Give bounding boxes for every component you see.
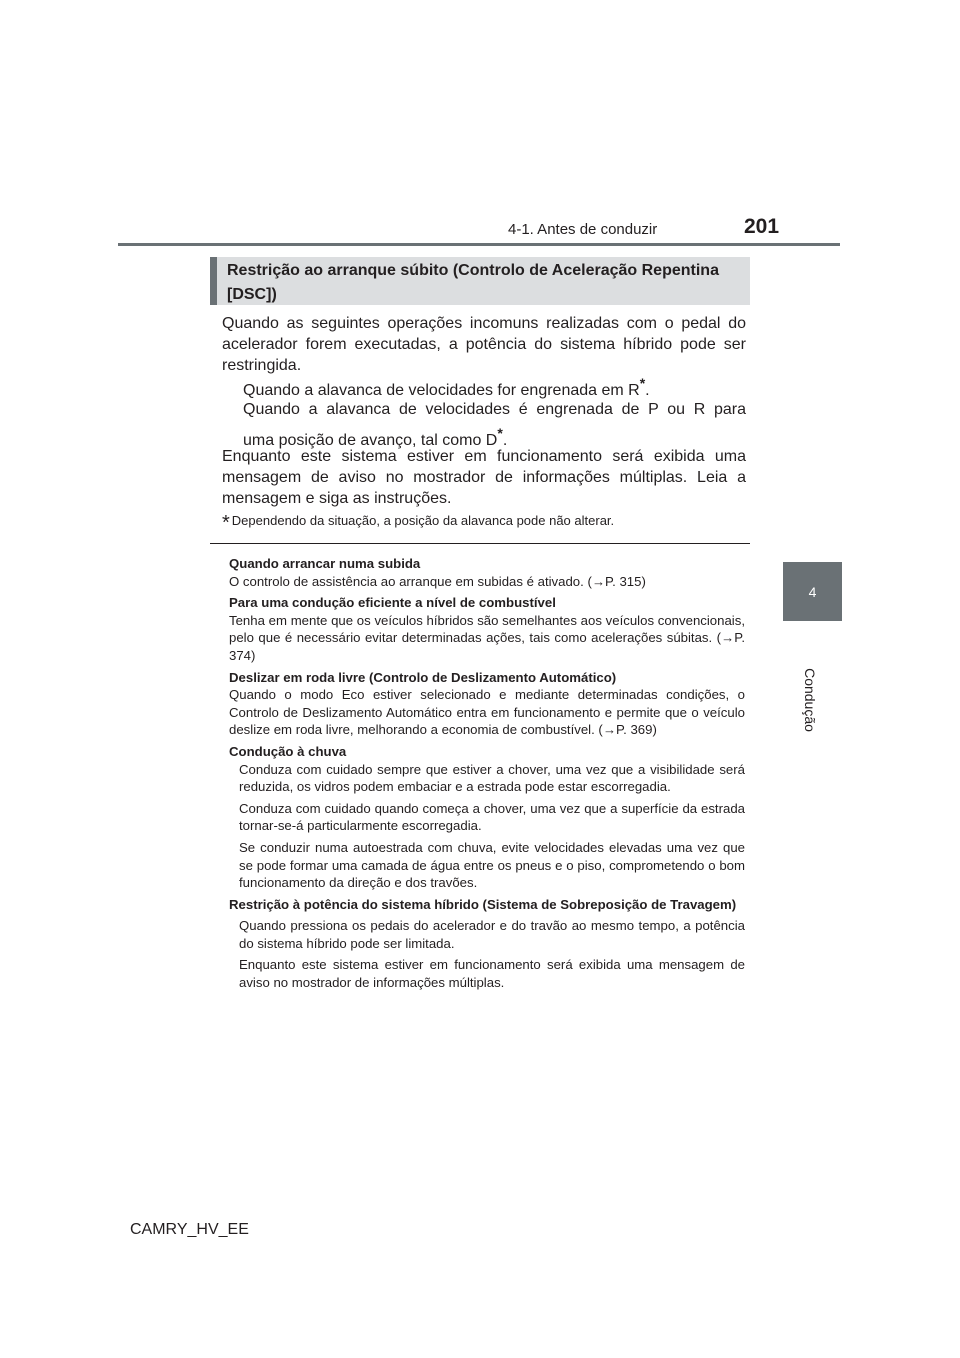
note-heading: Restrição à potência do sistema híbrido (Sistema de Sobreposição de Travagem) — [229, 896, 737, 912]
asterisk-mark: * — [497, 425, 503, 441]
note-heading: Quando arrancar numa subida — [229, 556, 421, 571]
chapter-label-text: Condução — [801, 668, 818, 732]
intro-line: acelerador forem executadas, a potência do sistema híbrido pode ser — [222, 336, 746, 353]
warning-line: mensagem e siga as instruções. — [222, 490, 452, 507]
note-item: Conduza com cuidado quando começa a chover, uma vez que a superfície da estrada tornar-se-á particularmente escorregadia. — [239, 800, 745, 834]
header-divider — [118, 243, 840, 246]
note-item: Enquanto este sistema estiver em funcionamento será exibida uma mensagem de aviso no mostrador de informações múltiplas. — [239, 957, 745, 991]
chapter-number: 4 — [808, 583, 817, 600]
model-code: CAMRY_HV_EE — [130, 1221, 249, 1238]
bullet-end: . — [502, 432, 508, 449]
intro-line: Quando as seguintes operações incomuns realizadas com o pedal do — [222, 315, 746, 332]
bullet-end: . — [645, 382, 650, 399]
heading-line-1: Restrição ao arranque súbito (Controlo de Aceleração Repentina — [227, 262, 719, 279]
note-heading: Condução à chuva — [229, 743, 347, 759]
intro-paragraph — [222, 313, 746, 376]
note-heading: Deslizar em roda livre (Controlo de Deslizamento Automático) — [229, 669, 617, 685]
section-title: 4-1. Antes de conduzir — [508, 221, 658, 238]
footnote — [222, 512, 746, 535]
note-item: Quando pressiona os pedais do acelerador e do travão ao mesmo tempo, a potência do sistema híbrido pode ser limitada. — [239, 918, 745, 951]
bullet-line: Quando a alavanca de velocidades é engrenada de P ou R para — [243, 401, 746, 418]
heading-line-2: [DSC]) — [227, 286, 277, 303]
note-item: Conduza com cuidado sempre que estiver a chover, uma vez que a visibilidade será reduzida, os vidros podem embaciar e a estrada pode estar escorregadia. — [239, 761, 745, 795]
chapter-tab — [783, 562, 842, 621]
bullet-text: Quando a alavanca de velocidades for engrenada em R — [243, 382, 640, 399]
bullet-line: uma posição de avanço, tal como D — [243, 432, 498, 449]
note-text: Tenha em mente que os veículos híbridos são semelhantes aos veículos convencionais, pelo que é necessário evitar determinadas ações, tais como acelerações súbitas. (→P. 374) — [229, 612, 745, 663]
notes-section — [229, 553, 745, 996]
footnote-asterisk: * — [222, 512, 230, 534]
chapter-label — [770, 660, 850, 740]
page-number: 201 — [744, 215, 780, 238]
warning-line: Enquanto este sistema estiver em funcionamento será exibida uma — [222, 448, 746, 465]
section-heading-box — [210, 257, 750, 305]
bullet-item — [243, 373, 746, 401]
footnote-text: Dependendo da situação, a posição da alavanca pode não alterar. — [231, 513, 615, 528]
note-text: Quando o modo Eco estiver selecionado e mediante determinadas condições, o Controlo de Deslizamento Automático entra em funcionamento e permite que o veículo deslize em roda livre, melhorando a economia de combustível. (→P. 369) — [229, 687, 745, 738]
intro-line: restringida. — [222, 357, 302, 374]
warning-line: mensagem de aviso no mostrador de informações múltiplas. Leia a — [222, 469, 746, 486]
note-heading: Para uma condução eficiente a nível de combustível — [229, 595, 556, 611]
notes-divider — [210, 543, 750, 544]
asterisk-mark: * — [639, 375, 646, 391]
note-text: O controlo de assistência ao arranque em subidas é ativado. (→P. 315) — [229, 573, 646, 589]
warning-paragraph — [222, 446, 746, 509]
bullet-item — [243, 399, 746, 451]
note-item: Se conduzir numa autoestrada com chuva, evite velocidades elevadas uma vez que se pode formar uma camada de água entre os pneus e o piso, comprometendo o bom funcionamento da direção e dos travões. — [239, 839, 745, 891]
